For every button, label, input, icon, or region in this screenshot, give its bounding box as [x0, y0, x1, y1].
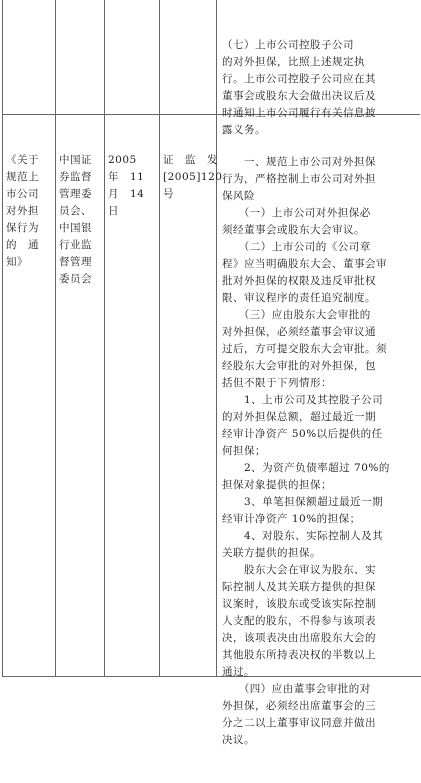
- doc-number: 证 监 发 [2005]120 号: [163, 154, 223, 200]
- column-divider: [55, 0, 56, 676]
- regulation-content: 一、规范上市公司对外担保 行为，严格控制上市公司对外担 保风险 （一）上市公司对外担保必 须经董事会或股东大会审议。 （二）上市公司的《公司章 程》应当明确股东大会、董事会审 批对外担保的权限及违反审批权 限、审议程序的责任追究制度。 （三）应由股东大会审批的 对外担保，必须经董事会审议通 过后，方可提交股东大会审批。须 经股东大会审批的对外担保，包 括但不限于下列情形： 1、上市公司及其控股子公司 的对外担保总额，超过最近一期 经审计净资产 50%以后提供的任 何担保； 2、为资产负债率超过 70%的 担保对象提供的担保； 3、单笔担保额超过最近一期 经审计净资产 10%的担保； 4、对股东、实际控制人及其 关联方提供的担保。 股东大会在审议为股东、实 际控制人及其关联方提供的担保 议案时，该股东或受该实际控制 人支配的股东，不得参与该项表 决，该项表决由出席股东大会的 其他股东所持表决权的半数以上 通过。 （四）应由董事会审批的对 外担保，必须经出席董事会的三 分之二以上董事审议同意并做出 决议。: [222, 156, 390, 746]
- content-cell: [222, 120, 416, 783]
- doc-title-cell: [6, 118, 54, 305]
- column-divider: [159, 0, 160, 676]
- issuer-cell: [59, 118, 103, 322]
- column-divider: [216, 0, 217, 676]
- doc-title: 《关于 规范上 市公司 对外担 保行为 的 通 知》: [6, 154, 39, 268]
- issuer: 中国证 券监督 管理委 员会、 中国银 行业监 督管理 委员会: [59, 154, 92, 285]
- issue-date: 2005 年 11 月 14 日: [108, 154, 145, 217]
- doc-number-cell: [163, 118, 223, 237]
- column-divider: [104, 0, 105, 676]
- date-cell: [108, 118, 158, 254]
- row1-content-text: （七）上市公司控股子公司 的对外担保，比照上述规定执 行。上市公司控股子公司应在其 董事会或股东大会做出决议后及 时通知上市公司履行有关信息披 露义务。: [222, 39, 376, 136]
